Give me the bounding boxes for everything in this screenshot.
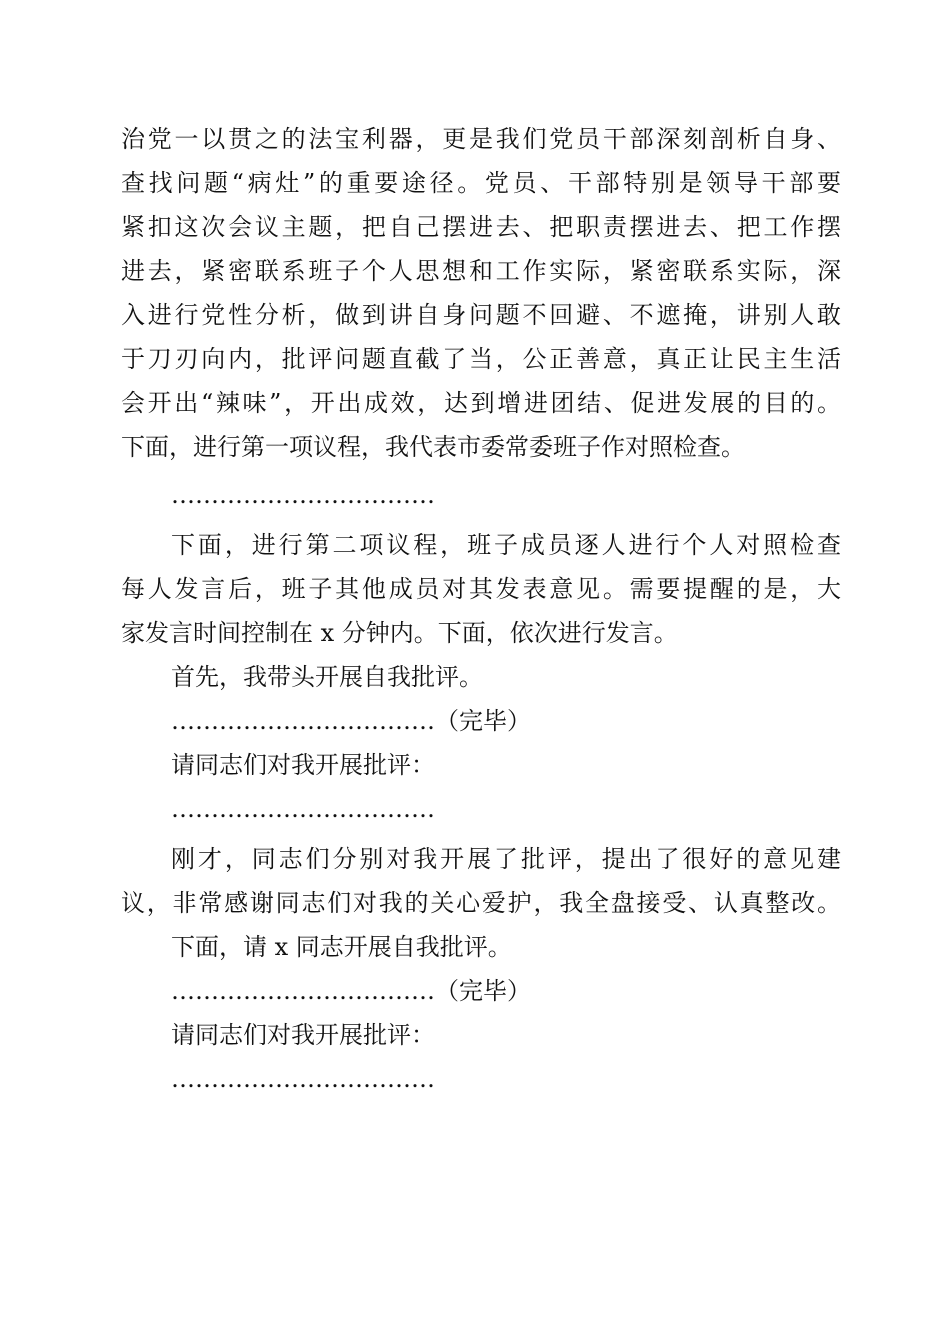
paragraph-line: 下面，进行第二项议程，班子成员逐人进行个人对照检查 — [171, 531, 841, 559]
paragraph-line: 家发言时间控制在 x 分钟内。下面，依次进行发言。 — [121, 619, 678, 647]
paragraph-line: 会开出“辣味”，开出成效，达到增进团结、促进发展的目的。 — [121, 389, 841, 417]
document-body — [121, 117, 841, 1101]
paragraph-line: 请同志们对我开展批评： — [171, 751, 435, 779]
paragraph-line: 紧扣这次会议主题，把自己摆进去、把职责摆进去、把工作摆 — [121, 213, 841, 241]
ellipsis-line: ……………………………（完毕） — [171, 707, 531, 735]
paragraph-line: 下面，请 x 同志开展自我批评。 — [171, 933, 512, 961]
paragraph-line: 议，非常感谢同志们对我的关心爱护，我全盘接受、认真整改。 — [121, 889, 841, 917]
ellipsis-line: …………………………… — [171, 1065, 435, 1093]
paragraph-line: 请同志们对我开展批评： — [171, 1021, 435, 1049]
ellipsis-line: …………………………… — [171, 795, 435, 823]
paragraph-line: 入进行党性分析，做到讲自身问题不回避、不遮掩，讲别人敢 — [121, 301, 841, 329]
paragraph-line: 每人发言后，班子其他成员对其发表意见。需要提醒的是，大 — [121, 575, 841, 603]
paragraph-line: 首先，我带头开展自我批评。 — [171, 663, 483, 691]
paragraph-line: 刚才，同志们分别对我开展了批评，提出了很好的意见建 — [171, 845, 841, 873]
paragraph-line: 下面，进行第一项议程，我代表市委常委班子作对照检查。 — [121, 433, 745, 461]
paragraph-line: 查找问题“病灶”的重要途径。党员、干部特别是领导干部要 — [121, 169, 841, 197]
paragraph-line: 进去，紧密联系班子个人思想和工作实际，紧密联系实际，深 — [121, 257, 841, 285]
ellipsis-line: …………………………… — [171, 481, 435, 509]
ellipsis-line: ……………………………（完毕） — [171, 977, 531, 1005]
paragraph-line: 治党一以贯之的法宝利器，更是我们党员干部深刻剖析自身、 — [121, 125, 841, 153]
paragraph-line: 于刀刃向内，批评问题直截了当，公正善意，真正让民主生活 — [121, 345, 841, 373]
